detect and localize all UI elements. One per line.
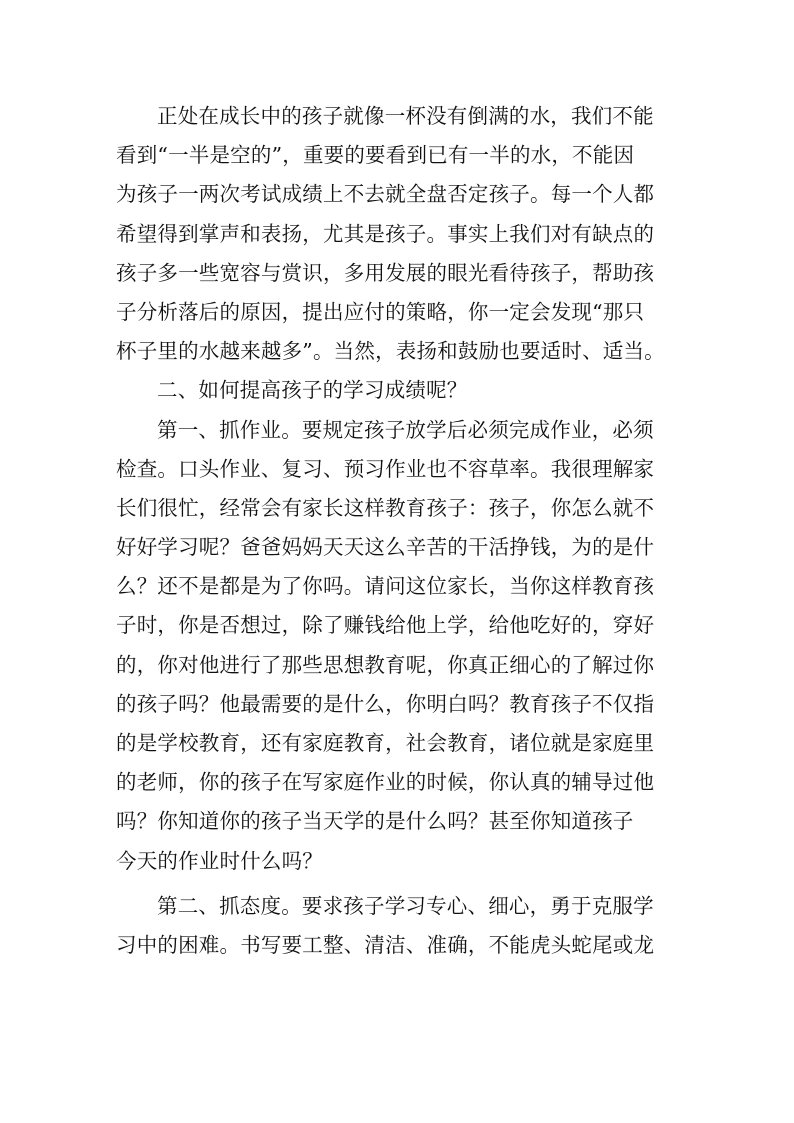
text-line: 的是学校教育，还有家庭教育，社会教育，诸位就是家庭里 — [116, 731, 655, 755]
section-heading — [116, 371, 678, 410]
text-line: 长们很忙，经常会有家长这样教育孩子：孩子，你怎么就不 — [116, 495, 655, 520]
text-line: 第二、抓态度。要求孩子学习专心、细心，勇于克服学 — [157, 893, 654, 918]
text-line: 的孩子吗？他最需要的是什么，你明白吗？教育孩子不仅指 — [116, 691, 655, 716]
text-line: 子分析落后的原因，提出应付的策略，你一定会发现“那只 — [116, 299, 645, 324]
heading-text: 二、如何提高孩子的学习成绩呢？ — [157, 378, 468, 403]
text-line: 看到“一半是空的”，重要的要看到已有一半的水，不能因 — [116, 143, 635, 168]
text-line: 正处在成长中的孩子就像一杯没有倒满的水，我们不能 — [157, 104, 654, 128]
text-line: 杯子里的水越来越多”。当然，表扬和鼓励也要适时、适当。 — [116, 339, 665, 364]
text-line: 吗？你知道你的孩子当天学的是什么吗？甚至你知道孩子 — [116, 809, 634, 834]
text-line: 孩子多一些宽容与赏识，多用发展的眼光看待孩子，帮助孩 — [116, 260, 655, 285]
paragraph-homework — [116, 411, 678, 881]
text-line: 希望得到掌声和表扬，尤其是孩子。事实上我们对有缺点的 — [116, 221, 655, 246]
text-line: 习中的困难。书写要工整、清洁、准确，不能虎头蛇尾或龙 — [116, 932, 655, 957]
text-line: 好好学习呢？爸爸妈妈天天这么辛苦的干活挣钱，为的是什 — [116, 535, 655, 560]
text-line: 今天的作业时什么吗？ — [116, 848, 323, 873]
text-line: 为孩子一两次考试成绩上不去就全盘否定孩子。每一个人都 — [116, 182, 655, 207]
text-line: 的老师，你的孩子在写家庭作业的时候，你认真的辅导过他 — [116, 770, 655, 795]
text-line: 第一、抓作业。要规定孩子放学后必须完成作业，必须 — [157, 417, 654, 442]
text-line: 的，你对他进行了那些思想教育呢，你真正细心的了解过你 — [116, 652, 655, 677]
paragraph-attitude — [116, 887, 678, 965]
text-line: 么？还不是都是为了你吗。请问这位家长，当你这样教育孩 — [116, 574, 655, 599]
document-page — [116, 97, 678, 965]
text-line: 子时，你是否想过，除了赚钱给他上学，给他吃好的，穿好 — [116, 613, 655, 638]
paragraph-growth — [116, 97, 678, 371]
text-line: 检查。口头作业、复习、预习作业也不容草率。我很理解家 — [116, 456, 655, 481]
